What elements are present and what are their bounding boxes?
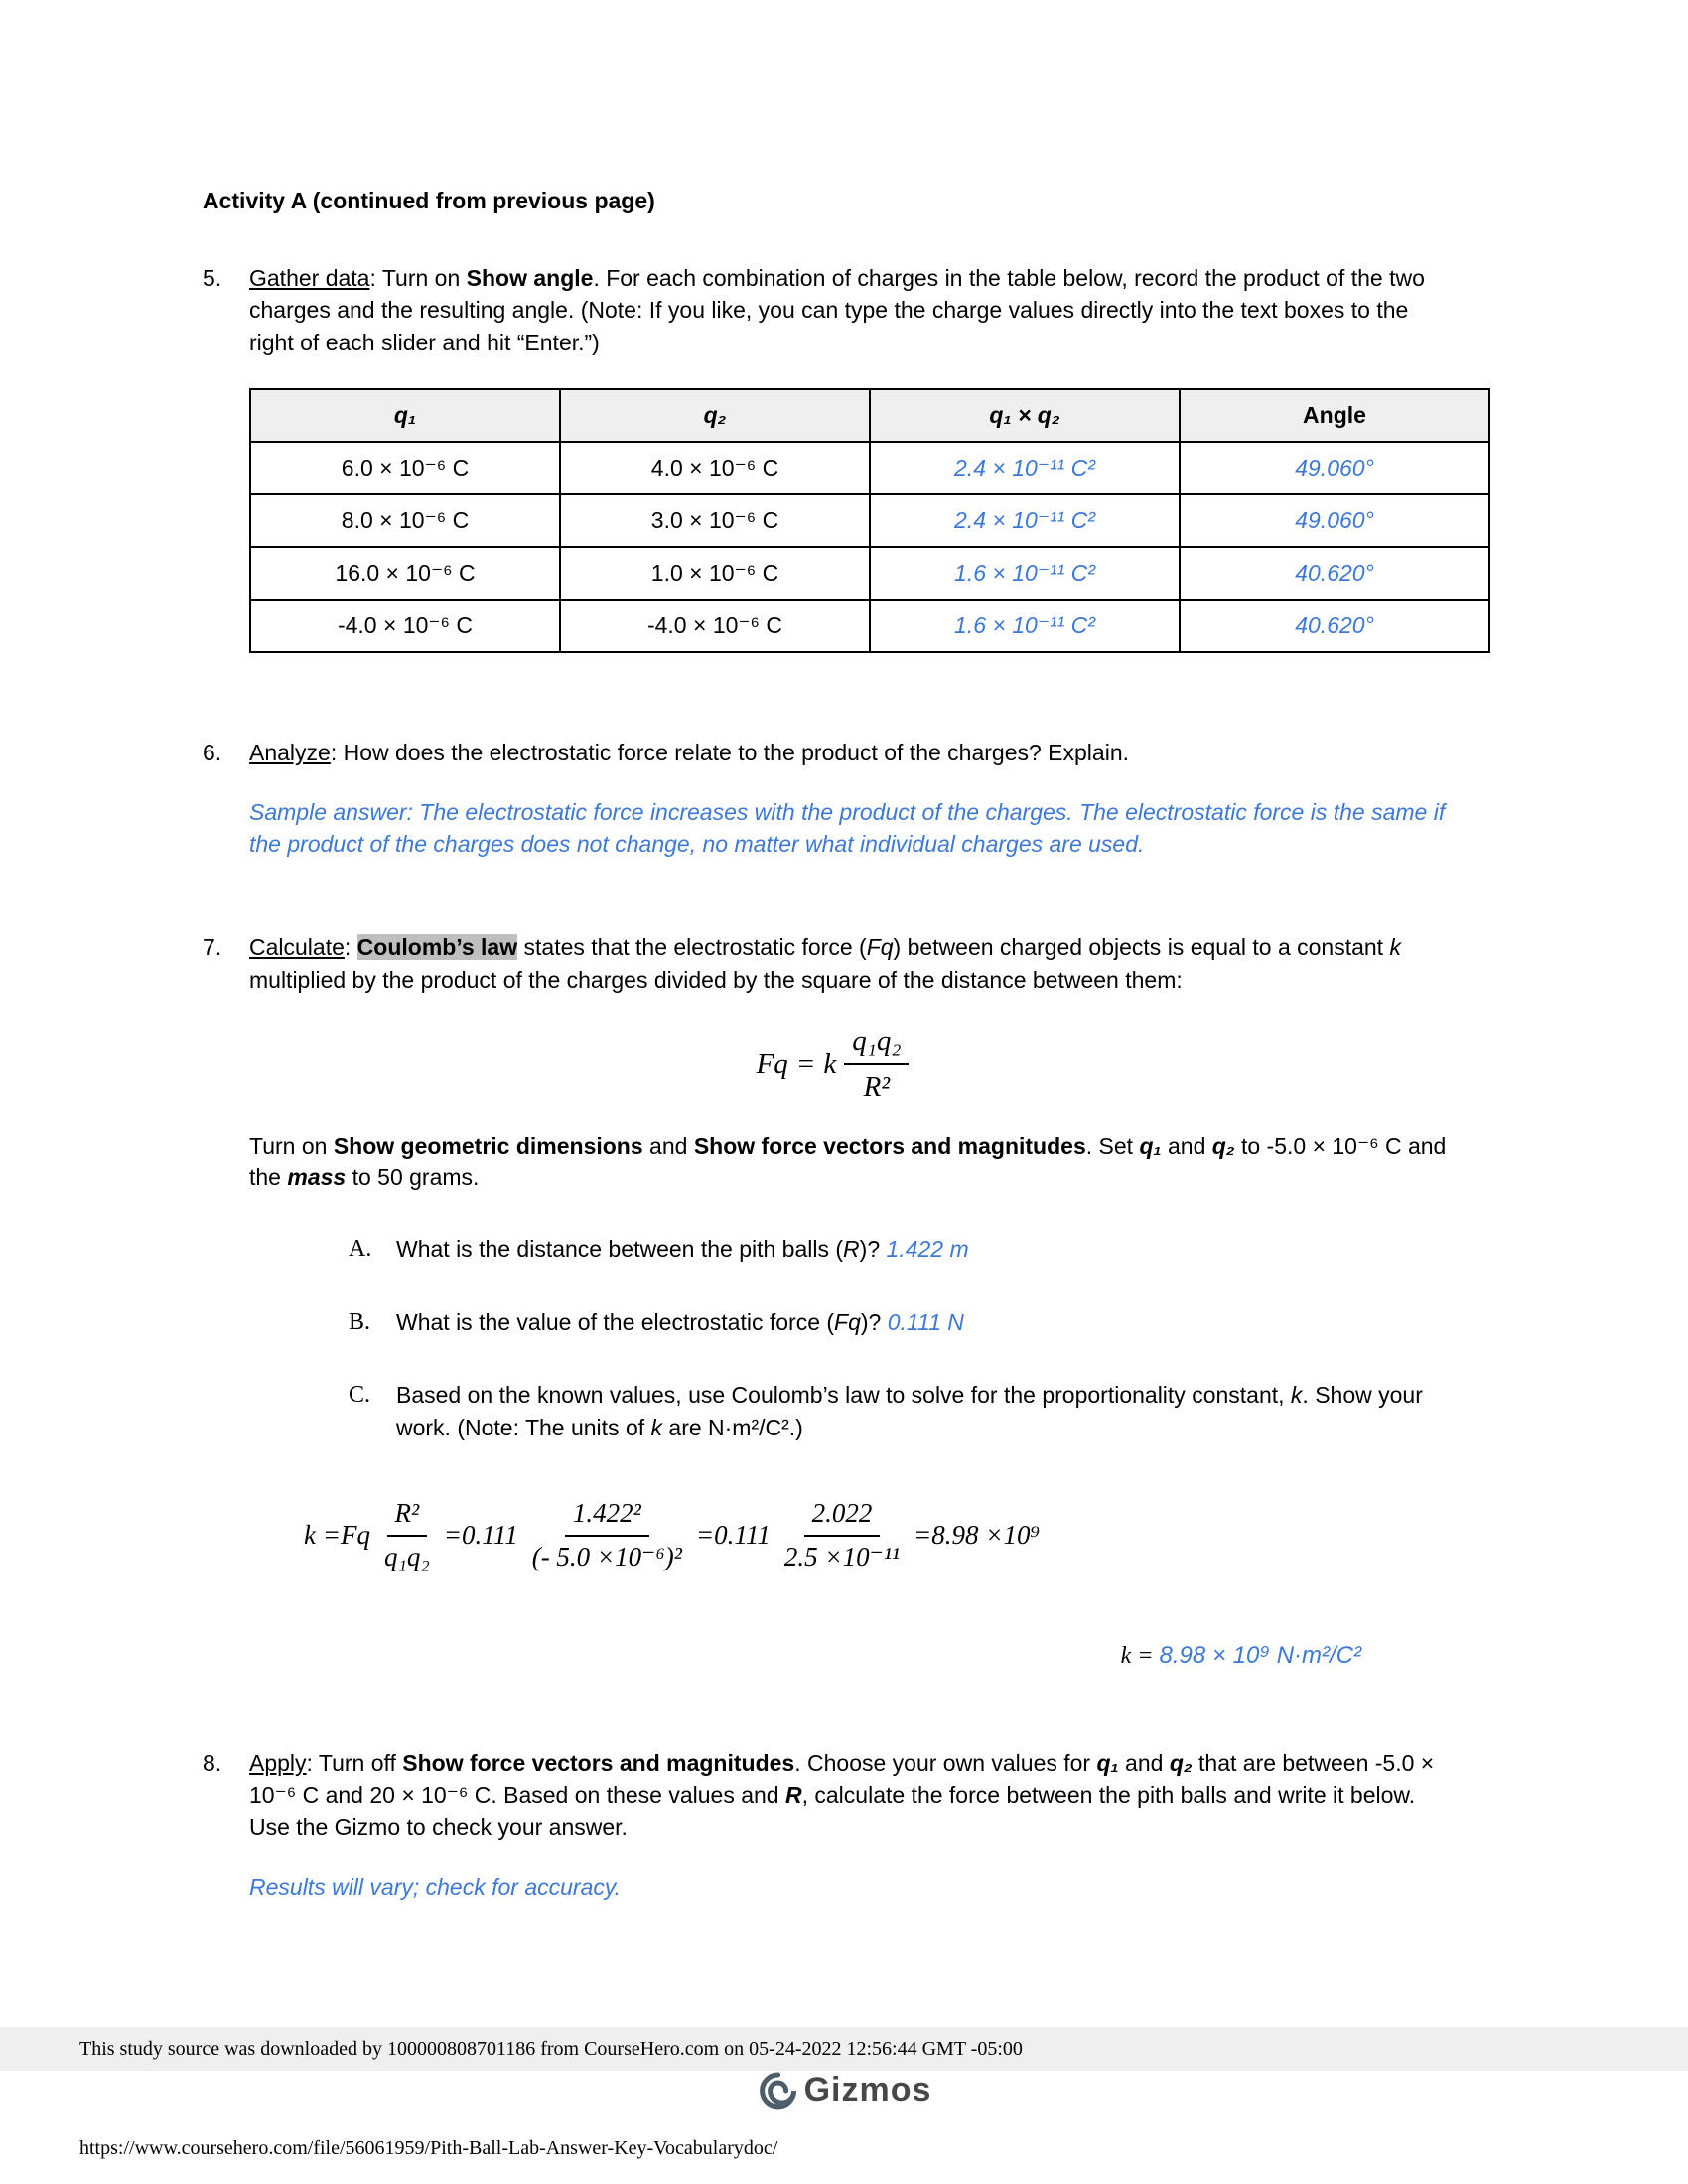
q8-seg3: and bbox=[1118, 1750, 1170, 1776]
question-7-label: Calculate bbox=[249, 934, 345, 961]
question-8 bbox=[203, 1747, 1495, 1843]
q1-cell: 8.0 × 10⁻⁶ C bbox=[250, 494, 560, 547]
question-7a-letter: A. bbox=[349, 1236, 372, 1263]
work-fraction-3 bbox=[784, 1495, 900, 1576]
work-part4: =8.98 ×10⁹ bbox=[914, 1519, 1040, 1550]
question-7-seg2: states that the electrostatic force ( bbox=[517, 934, 867, 961]
q1-cell: 6.0 × 10⁻⁶ C bbox=[250, 442, 560, 494]
question-5-text bbox=[249, 262, 1456, 358]
instr-seg1: Turn on bbox=[249, 1132, 334, 1159]
question-7 bbox=[203, 931, 1495, 1674]
download-note: This study source was downloaded by 100000808701186 from CourseHero.com on 05-24-2022 12:56:44 GMT -05:00 bbox=[79, 2038, 1023, 2060]
q2-symbol: q₂ bbox=[1211, 1132, 1235, 1159]
question-7b-letter: B. bbox=[349, 1308, 371, 1335]
q2-cell: 4.0 × 10⁻⁶ C bbox=[560, 442, 870, 494]
formula-numerator: q₁q₂ bbox=[844, 1022, 909, 1066]
table-header-q1: q₁ bbox=[250, 389, 560, 442]
q7c-seg3: are N·m²/C².) bbox=[662, 1414, 803, 1440]
gizmos-logo-text: Gizmos bbox=[803, 2071, 932, 2109]
work-f3-num: 2.022 bbox=[804, 1495, 881, 1537]
show-force-vectors-label: Show force vectors and magnitudes bbox=[693, 1132, 1086, 1159]
question-6-seg1: : How does the electrostatic force relate to the product of the charges? Explain. bbox=[330, 739, 1129, 765]
fq-symbol: Fq bbox=[866, 934, 894, 961]
q1-cell: -4.0 × 10⁻⁶ C bbox=[250, 600, 560, 652]
question-5-number: 5. bbox=[203, 265, 222, 292]
table-header-row bbox=[250, 389, 1489, 442]
r-symbol: R bbox=[784, 1782, 802, 1809]
q1-symbol: q₁ bbox=[1139, 1132, 1162, 1159]
question-6-text bbox=[249, 737, 1456, 768]
table-header-angle: Angle bbox=[1180, 389, 1489, 442]
coulombs-law-formula bbox=[249, 1022, 1416, 1108]
work-part1: k =Fq bbox=[304, 1519, 370, 1550]
q7b-seg2: )? bbox=[860, 1308, 888, 1335]
question-5-label: Gather data bbox=[249, 265, 370, 292]
work-f1-num: R² bbox=[387, 1495, 428, 1537]
q1-cell: 16.0 × 10⁻⁶ C bbox=[250, 547, 560, 600]
k-symbol: k bbox=[650, 1414, 663, 1440]
gizmos-logo bbox=[757, 2067, 932, 2115]
product-answer-cell: 1.6 × 10⁻¹¹ C² bbox=[870, 600, 1180, 652]
download-attribution-bar bbox=[0, 2027, 1688, 2071]
angle-answer-cell: 49.060° bbox=[1180, 442, 1489, 494]
question-7-seg3: ) between charged objects is equal to a constant bbox=[893, 934, 1390, 961]
formula-equals: = bbox=[795, 1047, 816, 1080]
table-row bbox=[250, 494, 1489, 547]
question-5-bold: Show angle bbox=[466, 265, 594, 292]
q1-symbol: q₁ bbox=[1096, 1750, 1119, 1776]
table-header-q2: q₂ bbox=[560, 389, 870, 442]
question-7-number: 7. bbox=[203, 934, 222, 961]
work-fraction-1 bbox=[384, 1495, 430, 1576]
show-force-vectors-label: Show force vectors and magnitudes bbox=[402, 1750, 795, 1776]
question-5-seg2: . For each combination of charges in the table below, record the product of the two charges and the resulting angle. (Note: If you like, you can type the charge values directly into the text boxes to the right of each slider and hit “Enter.”) bbox=[249, 265, 1425, 355]
source-url[interactable]: https://www.coursehero.com/file/56061959/Pith-Ball-Lab-Answer-Key-Vocabularydoc/ bbox=[79, 2137, 778, 2159]
work-f1-den: q₁q₂ bbox=[383, 1541, 430, 1571]
angle-answer-cell: 40.620° bbox=[1180, 547, 1489, 600]
gizmos-swirl-icon bbox=[757, 2069, 800, 2113]
question-7-seg4: multiplied by the product of the charges divided by the square of the distance between them: bbox=[249, 966, 1183, 993]
q2-cell: -4.0 × 10⁻⁶ C bbox=[560, 600, 870, 652]
worksheet-content bbox=[203, 185, 1495, 1903]
table-row bbox=[250, 442, 1489, 494]
angle-answer-cell: 49.060° bbox=[1180, 494, 1489, 547]
question-7-seg1: : bbox=[344, 934, 357, 961]
k-calculation-work bbox=[304, 1495, 1456, 1576]
work-fraction-2 bbox=[532, 1495, 682, 1576]
question-7c-letter: C. bbox=[349, 1382, 371, 1409]
question-5-seg1: : Turn on bbox=[369, 265, 467, 292]
coulombs-law-highlight: Coulomb’s law bbox=[356, 934, 518, 961]
question-7c bbox=[349, 1379, 1456, 1442]
q8-seg1: : Turn off bbox=[306, 1750, 403, 1776]
table-row bbox=[250, 600, 1489, 652]
question-7-text bbox=[249, 931, 1456, 995]
q8-seg4: that are between -5.0 × 10⁻⁶ C and 20 × 10⁻⁶ C. Based on these values and bbox=[249, 1750, 1435, 1809]
table-header-q1xq2: q₁ × q₂ bbox=[870, 389, 1180, 442]
work-part2: =0.111 bbox=[443, 1519, 518, 1550]
question-8-number: 8. bbox=[203, 1750, 222, 1776]
product-answer-cell: 2.4 × 10⁻¹¹ C² bbox=[870, 494, 1180, 547]
question-7b-text bbox=[396, 1306, 964, 1340]
k-symbol: k bbox=[1290, 1382, 1303, 1409]
instr-seg5: to -5.0 × 10⁻⁶ C and the bbox=[249, 1132, 1447, 1191]
question-8-answer: Results will vary; check for accuracy. bbox=[249, 1873, 622, 1900]
question-7a-answer: 1.422 m bbox=[886, 1236, 969, 1263]
k-symbol: k bbox=[1389, 934, 1401, 961]
work-f2-den: (- 5.0 ×10⁻⁶)² bbox=[531, 1541, 682, 1571]
q8-seg5: , calculate the force between the pith balls and write it below. Use the Gizmo to check your answer. bbox=[249, 1782, 1416, 1841]
instr-seg2: and bbox=[642, 1132, 694, 1159]
question-8-text bbox=[249, 1747, 1456, 1843]
charge-data-table bbox=[249, 388, 1490, 653]
table-row bbox=[250, 547, 1489, 600]
instr-seg4: and bbox=[1161, 1132, 1212, 1159]
mass-symbol: mass bbox=[287, 1164, 347, 1191]
angle-answer-cell: 40.620° bbox=[1180, 600, 1489, 652]
show-geometric-dimensions-label: Show geometric dimensions bbox=[333, 1132, 643, 1159]
question-7c-text bbox=[396, 1379, 1456, 1442]
q8-seg2: . Choose your own values for bbox=[794, 1750, 1097, 1776]
formula-k: k bbox=[823, 1047, 837, 1080]
question-7-body bbox=[249, 931, 1456, 1674]
question-7-instructions bbox=[249, 1130, 1456, 1193]
k-answer-prefix: k = bbox=[1120, 1643, 1160, 1670]
instr-seg3: . Set bbox=[1085, 1132, 1140, 1159]
question-7b bbox=[349, 1306, 1456, 1340]
q7a-seg2: )? bbox=[859, 1236, 887, 1263]
question-6 bbox=[203, 737, 1495, 768]
product-answer-cell: 1.6 × 10⁻¹¹ C² bbox=[870, 547, 1180, 600]
question-5 bbox=[203, 262, 1495, 358]
k-answer-value: 8.98 × 10⁹ N·m²/C² bbox=[1159, 1642, 1361, 1670]
q7c-seg2: . Show your work. (Note: The units of bbox=[396, 1382, 1423, 1440]
work-f2-num: 1.422² bbox=[565, 1495, 649, 1537]
question-7a bbox=[349, 1233, 1456, 1267]
r-symbol: R bbox=[843, 1236, 860, 1263]
k-answer-line bbox=[249, 1639, 1456, 1674]
fq-symbol: Fq bbox=[834, 1308, 861, 1335]
product-answer-cell: 2.4 × 10⁻¹¹ C² bbox=[870, 442, 1180, 494]
q2-cell: 1.0 × 10⁻⁶ C bbox=[560, 547, 870, 600]
q7a-seg1: What is the distance between the pith balls ( bbox=[396, 1236, 844, 1263]
question-8-label: Apply bbox=[249, 1750, 307, 1776]
instr-seg6: to 50 grams. bbox=[346, 1164, 480, 1191]
q7c-seg1: Based on the known values, use Coulomb’s law to solve for the proportionality constant, bbox=[396, 1382, 1291, 1409]
work-part3: =0.111 bbox=[695, 1519, 771, 1550]
q7b-seg1: What is the value of the electrostatic force ( bbox=[396, 1308, 835, 1335]
question-6-answer: Sample answer: The electrostatic force increases with the product of the charges. The electrostatic force is the same if the product of the charges does not change, no matter what individual charges are used. bbox=[249, 798, 1446, 858]
question-6-label: Analyze bbox=[249, 739, 331, 765]
formula-lhs: Fq bbox=[756, 1047, 788, 1080]
formula-fraction bbox=[844, 1022, 909, 1108]
question-6-number: 6. bbox=[203, 739, 222, 765]
q2-symbol: q₂ bbox=[1169, 1750, 1193, 1776]
q2-cell: 3.0 × 10⁻⁶ C bbox=[560, 494, 870, 547]
formula-denominator: R² bbox=[863, 1071, 891, 1104]
page-title: Activity A (continued from previous page) bbox=[203, 188, 655, 213]
work-f3-den: 2.5 ×10⁻¹¹ bbox=[783, 1541, 901, 1571]
question-7a-text bbox=[396, 1233, 969, 1267]
question-7b-answer: 0.111 N bbox=[887, 1308, 964, 1335]
